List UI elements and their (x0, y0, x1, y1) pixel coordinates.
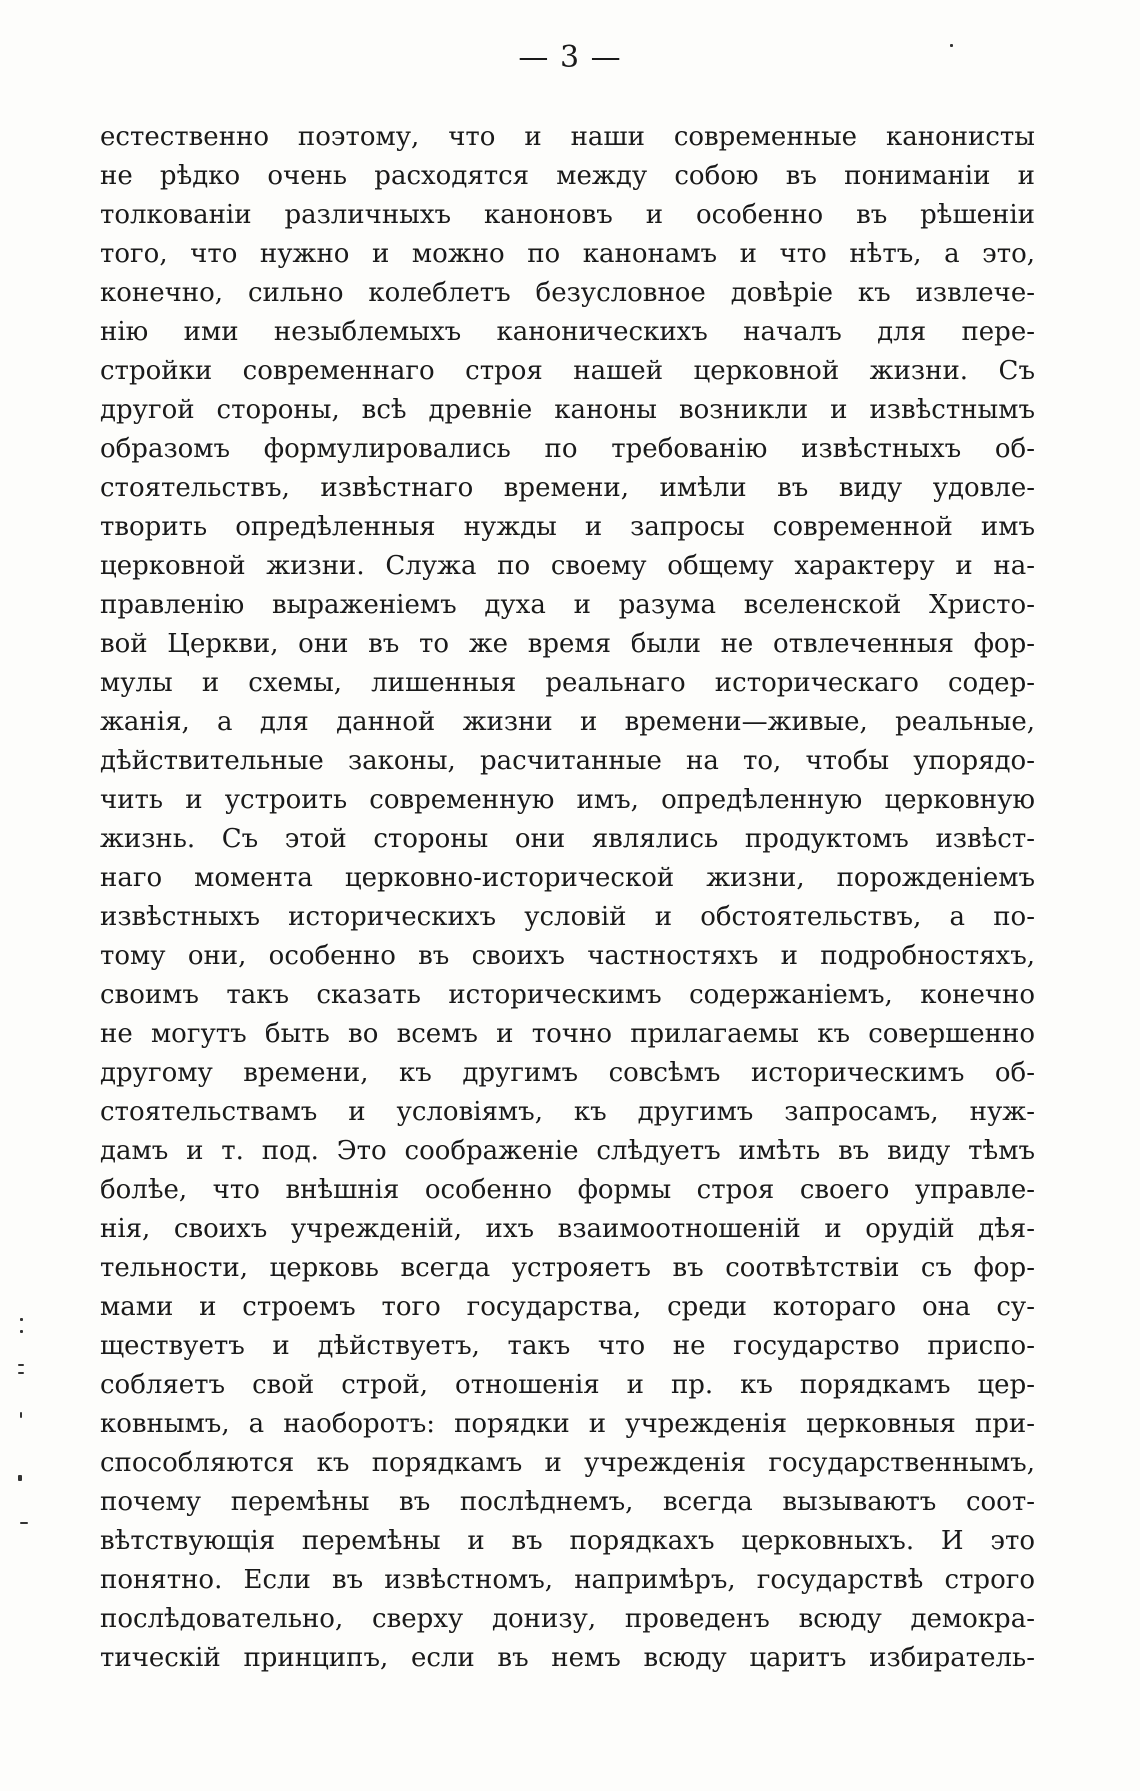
text-line: почему перемѣны въ послѣднемъ, всегда вызываютъ соот- (100, 1487, 1035, 1517)
text-line: дѣйствительные законы, расчитанные на то, чтобы упорядо- (100, 746, 1035, 776)
text-line: образомъ формулировались по требованію извѣстныхъ об- (100, 434, 1035, 464)
text-line: мулы и схемы, лишенныя реальнаго историческаго содер- (100, 668, 1035, 698)
text-line: нію ими незыблемыхъ каноническихъ началъ для пере- (100, 317, 1035, 347)
scan-speck (20, 1522, 28, 1524)
text-line: того, что нужно и можно по канонамъ и что нѣтъ, а это, (100, 239, 1035, 269)
text-line: другой стороны, всѣ древніе каноны возникли и извѣстнымъ (100, 395, 1035, 425)
text-line: стройки современнаго строя нашей церковной жизни. Съ (100, 356, 1035, 386)
text-line: другому времени, къ другимъ совсѣмъ историческимъ об- (100, 1058, 1035, 1088)
scan-speck (20, 1318, 23, 1321)
text-line: жанія, а для данной жизни и времени—живые, реальные, (100, 707, 1035, 737)
text-line: дамъ и т. под. Это соображеніе слѣдуетъ имѣть въ виду тѣмъ (100, 1136, 1035, 1166)
text-line: жизнь. Съ этой стороны они являлись продуктомъ извѣст- (100, 824, 1035, 854)
scan-speck (950, 44, 953, 47)
text-line: церковной жизни. Служа по своему общему характеру и на- (100, 551, 1035, 581)
text-line: стоятельствамъ и условіямъ, къ другимъ запросамъ, нуж- (100, 1097, 1035, 1127)
text-line: вой Церкви, они въ то же время были не отвлеченныя фор- (100, 629, 1035, 659)
text-line: способляются къ порядкамъ и учрежденія государственнымъ, (100, 1448, 1035, 1478)
scan-speck (20, 1412, 22, 1418)
text-line: правленію выраженіемъ духа и разума вселенской Христо- (100, 590, 1035, 620)
text-line: не рѣдко очень расходятся между собою въ пониманіи и (100, 161, 1035, 191)
text-line: понятно. Если въ извѣстномъ, напримѣръ, государствѣ строго (100, 1565, 1035, 1595)
text-line: тому они, особенно въ своихъ частностяхъ и подробностяхъ, (100, 941, 1035, 971)
body-text (100, 118, 1035, 1678)
text-line: не могутъ быть во всемъ и точно прилагаемы къ совершенно (100, 1019, 1035, 1049)
text-line: ковнымъ, а наоборотъ: порядки и учрежденія церковныя при- (100, 1409, 1035, 1439)
text-line: чить и устроить современную имъ, опредѣленную церковную (100, 785, 1035, 815)
text-line: творить опредѣленныя нужды и запросы современной имъ (100, 512, 1035, 542)
text-line: мами и строемъ того государства, среди котораго она су- (100, 1292, 1035, 1322)
scan-speck (18, 1372, 24, 1374)
text-line: собляетъ свой строй, отношенія и пр. къ порядкамъ цер- (100, 1370, 1035, 1400)
text-line: ществуетъ и дѣйствуетъ, такъ что не государство приспо- (100, 1331, 1035, 1361)
text-line: тическій принципъ, если въ немъ всюду царитъ избиратель- (100, 1643, 1035, 1673)
scan-speck (18, 1475, 22, 1481)
text-line: извѣстныхъ историческихъ условій и обстоятельствъ, а по- (100, 902, 1035, 932)
text-line: вѣтствующія перемѣны и въ порядкахъ церковныхъ. И это (100, 1526, 1035, 1556)
text-line: толкованіи различныхъ каноновъ и особенно въ рѣшеніи (100, 200, 1035, 230)
page-number-header: — 3 — (518, 40, 622, 75)
scan-speck (18, 1364, 24, 1366)
scan-speck (20, 1330, 23, 1333)
text-line: нія, своихъ учрежденій, ихъ взаимоотношеній и орудій дѣя- (100, 1214, 1035, 1244)
text-line: болѣе, что внѣшнія особенно формы строя своего управле- (100, 1175, 1035, 1205)
text-line: тельности, церковь всегда устрояетъ въ соотвѣтствіи съ фор- (100, 1253, 1035, 1283)
text-line: конечно, сильно колеблетъ безусловное довѣріе къ извлече- (100, 278, 1035, 308)
text-line: наго момента церковно-исторической жизни, порожденіемъ (100, 863, 1035, 893)
text-line: стоятельствъ, извѣстнаго времени, имѣли въ виду удовле- (100, 473, 1035, 503)
text-line: послѣдовательно, сверху донизу, проведенъ всюду демокра- (100, 1604, 1035, 1634)
text-line: своимъ такъ сказать историческимъ содержаніемъ, конечно (100, 980, 1035, 1010)
text-line: естественно поэтому, что и наши современные канонисты (100, 122, 1035, 152)
